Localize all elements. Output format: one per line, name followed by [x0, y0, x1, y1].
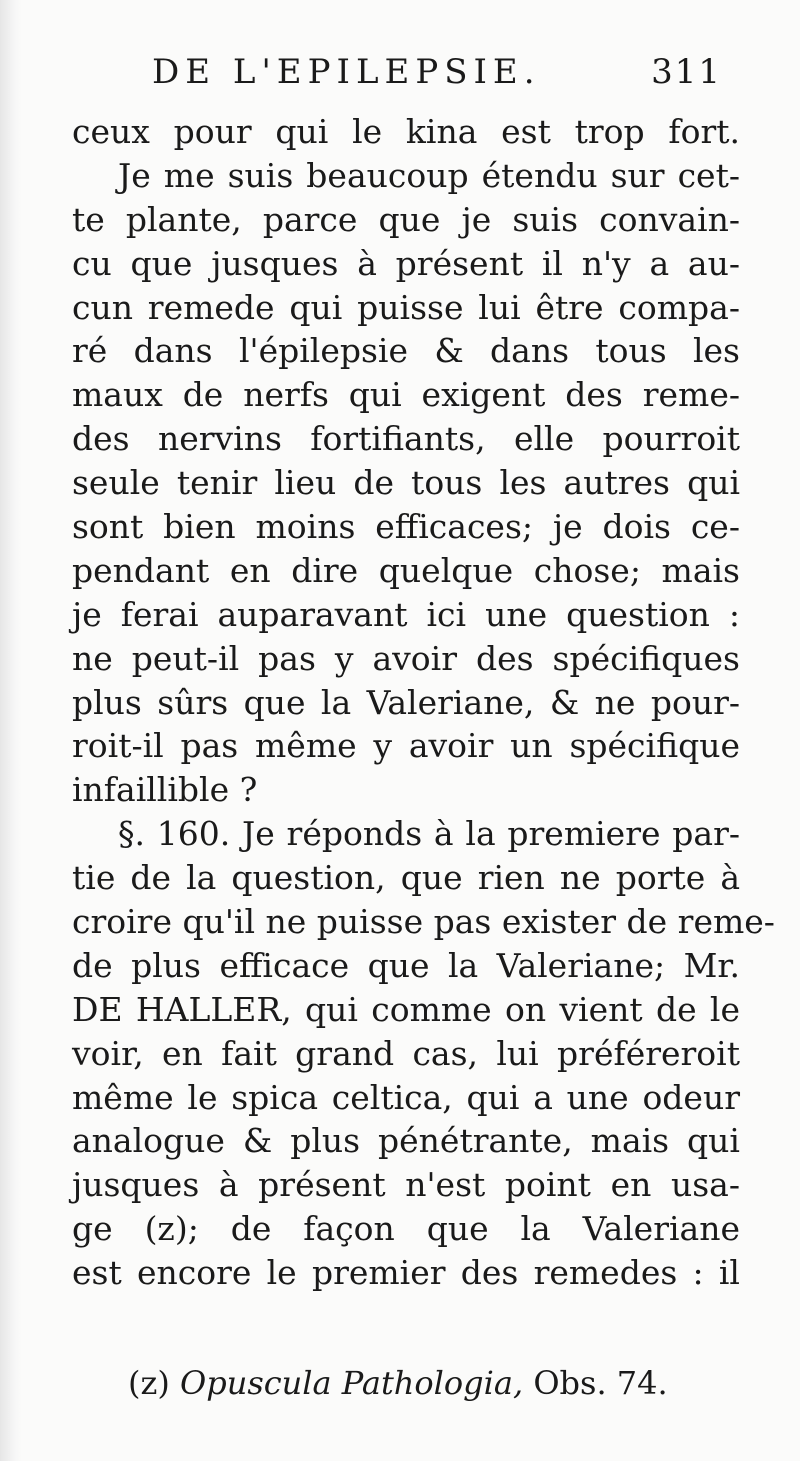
text-line: croire qu'il ne puisse pas exister de reme- [72, 902, 775, 942]
text-line: te plante, parce que je suis convain- [72, 199, 740, 239]
text-line: cu que jusques à présent il n'y a au- [72, 243, 740, 283]
text-line: jusques à présent n'est point en usa- [72, 1165, 740, 1205]
text-line: seule tenir lieu de tous les autres qui [72, 463, 740, 503]
text-line: cun remede qui puisse lui être compa- [72, 287, 740, 327]
text-line: de plus efficace que la Valeriane; Mr. [72, 945, 740, 985]
text-line: voir, en fait grand cas, lui préféreroit [72, 1033, 740, 1073]
text-line: des nervins fortifiants, elle pourroit [72, 419, 740, 459]
text-line: tie de la question, que rien ne porte à [72, 858, 740, 898]
text-line: sont bien moins efficaces; je dois ce- [72, 507, 740, 547]
text-line: §. 160. Je réponds à la premiere par- [118, 814, 740, 854]
page-gutter [0, 0, 22, 1461]
text-line: plus sûrs que la Valeriane, & ne pour- [72, 682, 740, 722]
text-line: je ferai auparavant ici une question : [72, 594, 740, 634]
text-line: ge (z); de façon que la Valeriane [72, 1209, 740, 1249]
text-line: pendant en dire quelque chose; mais [72, 550, 740, 590]
page-header [152, 52, 722, 96]
page-number: 311 [651, 52, 722, 92]
text-line: ne peut-il pas y avoir des spécifiques [72, 638, 740, 678]
footnote [128, 1364, 728, 1402]
footnote-title: Opuscula Pathologia, [180, 1364, 524, 1402]
body-text [72, 110, 775, 1295]
footnote-marker: (z) [128, 1364, 170, 1402]
text-line: ceux pour qui le kina est trop fort. [72, 112, 740, 151]
text-line: même le spica celtica, qui a une odeur [72, 1077, 740, 1117]
text-line: infaillible ? [72, 770, 258, 810]
running-title: DE L'EPILEPSIE. [152, 52, 541, 92]
text-line: DE HALLER, qui comme on vient de le [72, 989, 740, 1029]
text-line: Je me suis beaucoup étendu sur cet- [118, 155, 740, 195]
footnote-reference: Obs. 74. [533, 1364, 668, 1402]
text-line: est encore le premier des remedes : il [72, 1253, 740, 1293]
text-line: analogue & plus pénétrante, mais qui [72, 1121, 740, 1161]
text-line: ré dans l'épilepsie & dans tous les [72, 331, 740, 371]
text-line: roit-il pas même y avoir un spécifique [72, 726, 740, 766]
text-line: maux de nerfs qui exigent des reme- [72, 375, 740, 415]
